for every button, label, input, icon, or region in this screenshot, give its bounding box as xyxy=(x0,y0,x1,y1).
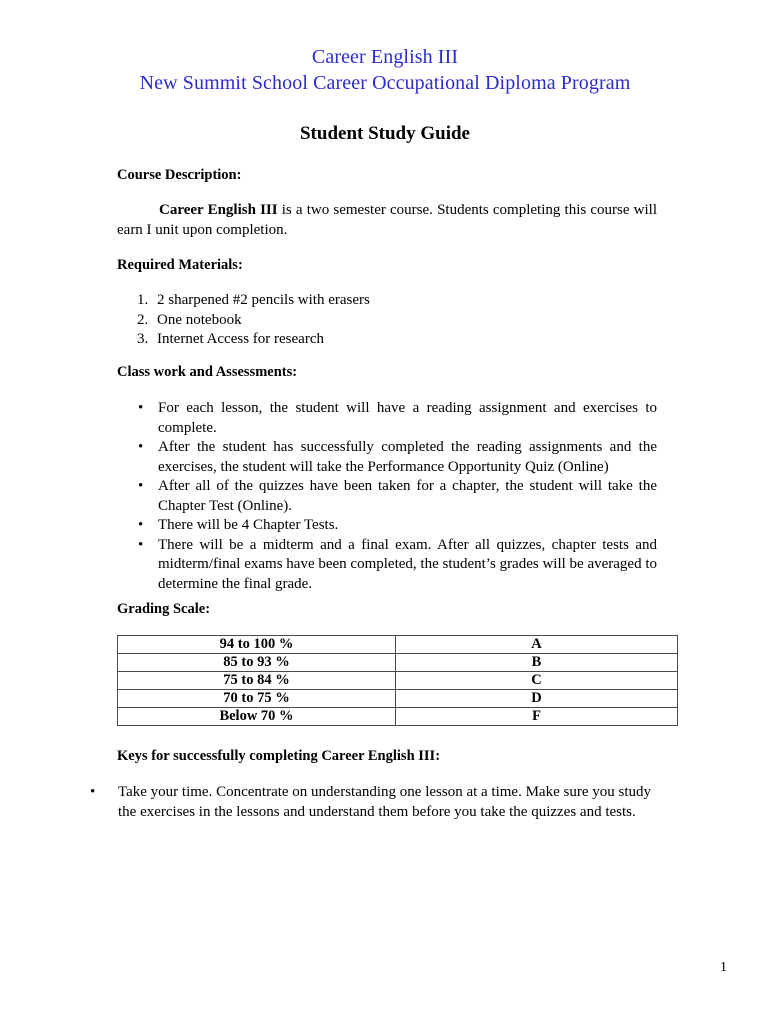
list-item-label: Take your time. Concentrate on understanding one lesson at a time. Make sure you study the exercises in the lessons and understand them before you take the quizzes and tests. xyxy=(118,784,651,820)
grading-scale-heading: Grading Scale: xyxy=(117,601,211,617)
bullet-icon: • xyxy=(138,439,144,455)
required-materials-list-wrap xyxy=(117,291,657,350)
class-work-heading-wrap xyxy=(117,363,657,381)
course-description-body xyxy=(117,201,657,240)
page-number: 1 xyxy=(720,960,727,975)
grade-letter-cell: D xyxy=(396,690,678,708)
list-item xyxy=(117,311,657,331)
bullet-icon: • xyxy=(138,536,144,553)
list-item-label: There will be a midterm and a final exam. After all quizzes, chapter tests and midterm/final exams have been completed, the student’s grades will be averaged to determine the final grade. xyxy=(158,536,657,592)
list-item-label: After all of the quizzes have been taken for a chapter, the student will take the Chapter Test (Online). xyxy=(158,478,657,514)
title-line-2: New Summit School Career Occupational Diploma Program xyxy=(139,72,631,94)
list-item xyxy=(117,438,657,477)
bullet-icon: • xyxy=(138,478,144,494)
grading-scale-heading-wrap xyxy=(117,600,657,618)
list-item-label: 2 sharpened #2 pencils with erasers xyxy=(157,292,370,308)
title-line-1: Career English III xyxy=(311,46,459,68)
class-work-heading: Class work and Assessments: xyxy=(117,364,298,380)
course-name-bold: Career English III xyxy=(159,202,278,218)
bullet-icon: • xyxy=(138,400,144,416)
list-item-number: 2. xyxy=(137,311,149,328)
list-item-number: 1. xyxy=(137,292,149,308)
grade-letter-cell: A xyxy=(396,636,678,654)
list-item xyxy=(117,330,657,350)
list-item xyxy=(117,516,657,536)
course-description-heading: Course Description: xyxy=(117,167,242,183)
grade-range-cell: 85 to 93 % xyxy=(118,654,396,672)
table-row xyxy=(118,708,678,726)
keys-heading: Keys for successfully completing Career English III: xyxy=(117,748,441,764)
keys-list-wrap xyxy=(90,783,657,822)
grading-scale-table xyxy=(117,635,678,726)
grade-range-cell: 70 to 75 % xyxy=(118,690,396,708)
list-item-label: Internet Access for research xyxy=(157,331,324,347)
list-item-label: One notebook xyxy=(157,311,242,328)
class-work-list-wrap xyxy=(117,399,657,594)
grade-range-cell: Below 70 % xyxy=(118,708,396,726)
table-row xyxy=(118,654,678,672)
keys-heading-wrap xyxy=(117,747,657,765)
list-item xyxy=(117,291,657,311)
grading-scale-table-wrap xyxy=(117,635,678,726)
course-description-paragraph xyxy=(117,201,657,240)
class-work-list xyxy=(117,399,657,594)
grade-range-cell: 75 to 84 % xyxy=(118,672,396,690)
document-title-block xyxy=(0,44,770,96)
grade-letter-cell: C xyxy=(396,672,678,690)
required-materials-list xyxy=(117,291,657,350)
required-materials-heading-wrap xyxy=(117,256,657,274)
bullet-icon: • xyxy=(90,784,96,800)
list-item xyxy=(117,477,657,516)
list-item xyxy=(90,783,657,822)
document-subtitle: Student Study Guide xyxy=(299,123,470,144)
grade-letter-cell: B xyxy=(396,654,678,672)
table-row xyxy=(118,636,678,654)
grade-letter-cell: F xyxy=(396,708,678,726)
grade-range-cell: 94 to 100 % xyxy=(118,636,396,654)
list-item xyxy=(117,536,657,595)
required-materials-heading: Required Materials: xyxy=(117,257,243,273)
table-row xyxy=(118,690,678,708)
list-item-label: For each lesson, the student will have a reading assignment and exercises to complete. xyxy=(158,400,657,436)
list-item xyxy=(117,399,657,438)
list-item-label: There will be 4 Chapter Tests. xyxy=(158,517,339,533)
course-description-text: is a two semester course. Students completing this course will earn I unit upon completion. xyxy=(117,202,657,238)
course-description-heading-wrap xyxy=(117,166,657,184)
list-item-label: After the student has successfully completed the reading assignments and the exercises, the student will take the Performance Opportunity Quiz (Online) xyxy=(158,439,657,475)
keys-list xyxy=(90,783,657,822)
list-item-number: 3. xyxy=(137,331,149,347)
table-row xyxy=(118,672,678,690)
bullet-icon: • xyxy=(138,517,144,533)
